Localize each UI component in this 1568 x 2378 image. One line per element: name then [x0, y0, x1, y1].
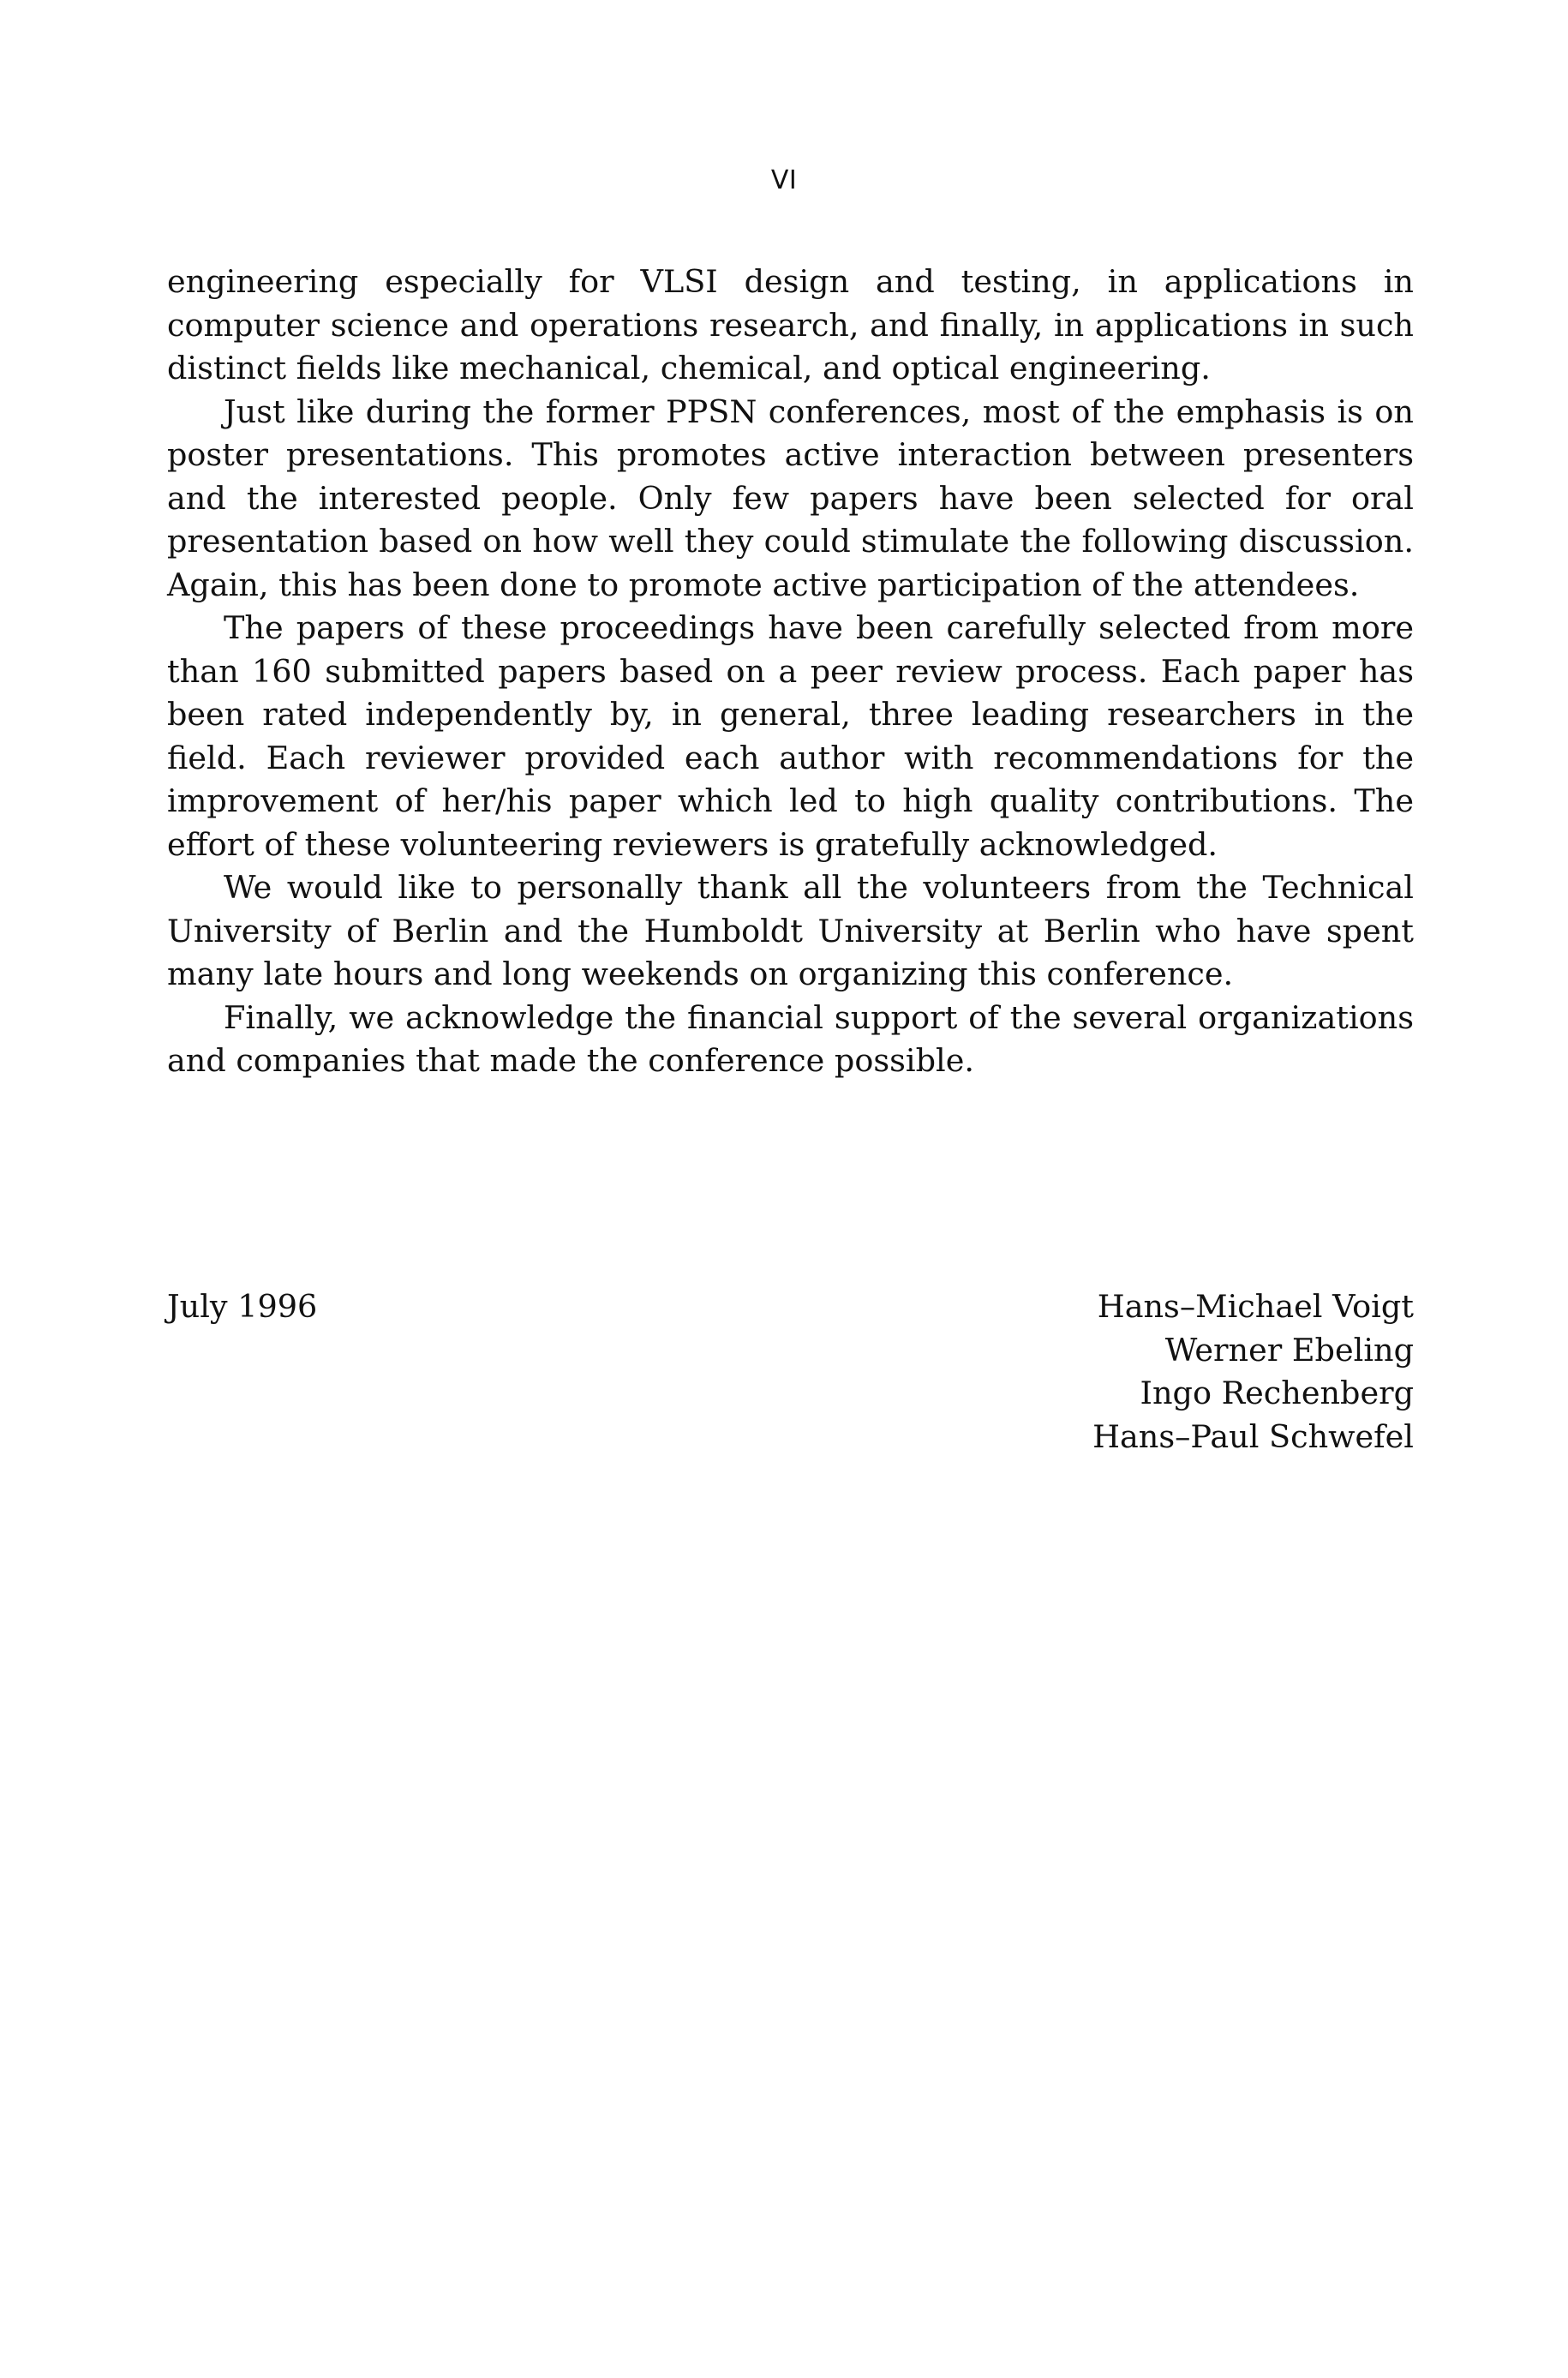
paragraph: We would like to personally thank all the volunteers from the Technical University of Berlin and the Humboldt University at Berlin who have spent many late hours and long weekends on organizing this conference. [167, 869, 1414, 992]
paragraph: Finally, we acknowledge the financial support of the several organizations and companies that made the conference possible. [167, 998, 1414, 1079]
date: July 1996 [167, 1288, 318, 1325]
page-number: VI [770, 165, 798, 195]
signature-block [167, 1285, 1414, 1483]
author-name: Ingo Rechenberg [1140, 1375, 1414, 1411]
paragraph: engineering especially for VLSI design and testing, in applications in computer science and operations research, and finally, in applications in such distinct fields like mechanical, chemical, and optical engineering. [167, 263, 1414, 386]
author-name: Hans–Michael Voigt [1097, 1288, 1414, 1325]
paragraph: Just like during the former PPSN conferences, most of the emphasis is on poster presentations. This promotes active interaction between presenters and the interested people. Only few papers have been selected for oral presentation based on how well they could stimulate the following discussion. Again, this has been done to promote active participation of the attendees. [167, 392, 1414, 603]
body-text [167, 261, 1414, 1083]
author-name: Hans–Paul Schwefel [1092, 1417, 1414, 1455]
author-name: Werner Ebeling [1164, 1331, 1414, 1369]
paragraph: The papers of these proceedings have been carefully selected from more than 160 submitted papers based on a peer review process. Each paper has been rated independently by, in general, three leading researchers in the field. Each reviewer provided each author with recommendations for the improvement of her/his paper which led to high quality contributions. The effort of these volunteering reviewers is gratefully acknowledged. [167, 609, 1414, 863]
author-list [1092, 1285, 1414, 1459]
